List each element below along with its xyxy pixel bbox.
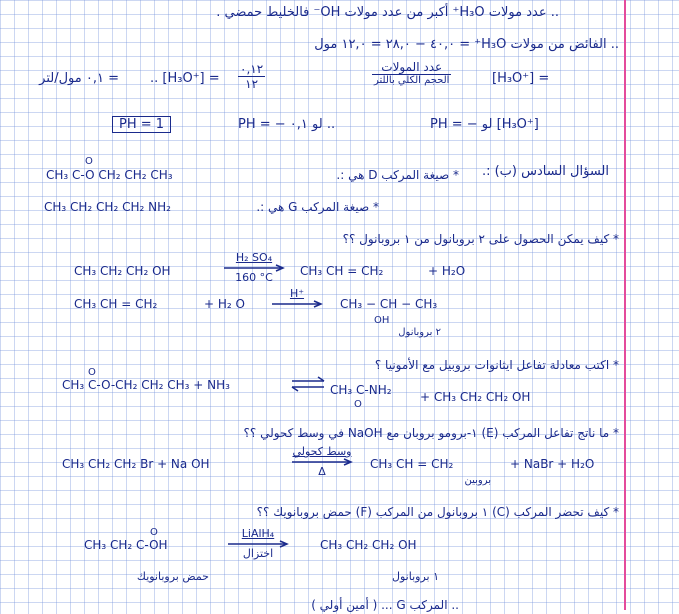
q6-title: السؤال السادس (ب) :.: [481, 164, 609, 179]
line-excess-moles: .. الفائض من مولات H₃O⁺ = ٤٠,٠ − ٢٨,٠ = ١٢,٠ مول: [314, 37, 619, 52]
r3-carbonyl-o: O: [88, 367, 96, 378]
ph-substitution: PH = − لو ٠,١ ..: [238, 117, 336, 132]
ph-definition: PH = − لو [H₃O⁺]: [430, 117, 539, 132]
r5-acid-name: حمض بروبانويك: [136, 570, 209, 583]
page-margin-line: [624, 0, 626, 610]
ph-boxed-value: PH = 1: [112, 116, 171, 133]
r5-carbonyl-o: O: [150, 527, 158, 538]
r4-condition: وسط كحولي: [292, 445, 352, 458]
r5-product-name: ١ بروبانول: [391, 570, 439, 583]
conc-fraction-values: [238, 62, 265, 91]
q6-g-formula: CH₃ CH₂ CH₂ CH₂ NH₂: [44, 200, 171, 214]
r4-alkene: CH₃ CH = CH₂: [370, 457, 454, 471]
r4-reactants: CH₃ CH₂ CH₂ Br + Na OH: [62, 457, 210, 471]
r1-water: + H₂O: [428, 264, 466, 278]
conc-lhs: [H₃O⁺] =: [492, 71, 550, 86]
q-product-e: * ما ناتج تفاعل المركب (E) ١-برومو بروبان مع NaOH في وسط كحولي ؟؟: [243, 426, 619, 440]
conc-frac-num: ٠,١٢: [240, 62, 264, 76]
r5-acid: CH₃ CH₂ C-OH: [84, 538, 168, 552]
r4-byproducts: + NaBr + H₂O: [510, 457, 595, 471]
conc-fraction-definition: [372, 60, 451, 86]
r3-amide-o: O: [354, 399, 362, 410]
conc-numeric-result: [150, 70, 220, 88]
r4-arrow: [290, 446, 354, 478]
r1-catalyst: H₂ SO₄: [235, 251, 273, 264]
r2-catalyst: H⁺: [289, 287, 305, 300]
ph-answer-box: [112, 116, 171, 134]
r3-equilibrium-arrow-icon: [290, 376, 326, 396]
r1-arrow: [222, 252, 286, 284]
q6-g-label: * صيغة المركب G هي :.: [256, 200, 379, 214]
conc-mid-label: .. [H₃O⁺] =: [150, 71, 220, 86]
r3-reactants: CH₃ C-O-CH₂ CH₂ CH₃ + NH₃: [62, 378, 230, 392]
q-write-equation: * اكتب معادلة تفاعل ايثانوات بروبيل مع الأمونيا ؟: [374, 358, 619, 372]
r2-product-name: ٢ بروبانول: [398, 327, 441, 338]
q6-d-formula: CH₃ C-O CH₂ CH₂ CH₃: [46, 168, 173, 182]
q6-d-label: * صيغة المركب D هي :.: [336, 168, 459, 182]
r5-reduction: اختزال: [242, 547, 274, 560]
bottom-partial-line: .. المركب G ... ( أمين أولي ): [311, 598, 459, 612]
r4-propene-name: بروبين: [464, 475, 491, 486]
q6-d-carbonyl-o: O: [85, 156, 93, 167]
r2-water: + H₂ O: [204, 297, 245, 311]
conc-frac-den: ١٢: [245, 77, 259, 91]
conc-def-num: عدد المولات: [372, 60, 451, 75]
r2-oh: OH: [374, 315, 390, 326]
conc-result: = ٠,١ مول/لتر: [39, 71, 119, 86]
r2-product: CH₃ − CH − CH₃: [340, 297, 438, 311]
r3-alcohol: + CH₃ CH₂ CH₂ OH: [420, 390, 531, 404]
r2-reactant: CH₃ CH = CH₂: [74, 297, 158, 311]
conc-def-den: الحجم الكلي باللتر: [374, 75, 450, 86]
q-how-2-propanol: * كيف يمكن الحصول على ٢ بروبانول من ١ بروبانول ؟؟: [342, 232, 619, 246]
r3-amide: CH₃ C-NH₂: [330, 383, 392, 397]
r5-arrow: [226, 528, 290, 560]
r1-reactant: CH₃ CH₂ CH₂ OH: [74, 264, 171, 278]
r5-reagent: LiAlH₄: [241, 527, 275, 540]
r1-temperature: 160 °C: [235, 271, 273, 284]
r5-product: CH₃ CH₂ CH₂ OH: [320, 538, 417, 552]
r1-product: CH₃ CH = CH₂: [300, 264, 384, 278]
r2-arrow: [270, 288, 324, 308]
line-excess-statement: .. عدد مولات H₃O⁺ أكبر من عدد مولات OH⁻ فالخليط حمضي .: [216, 5, 559, 20]
r2-arrow-icon: [270, 300, 324, 308]
q-prepare-c: * كيف تحضر المركب (C) ١ بروبانول من المركب (F) حمض بروبانويك ؟؟: [256, 505, 619, 519]
r4-heat: Δ: [318, 465, 326, 478]
